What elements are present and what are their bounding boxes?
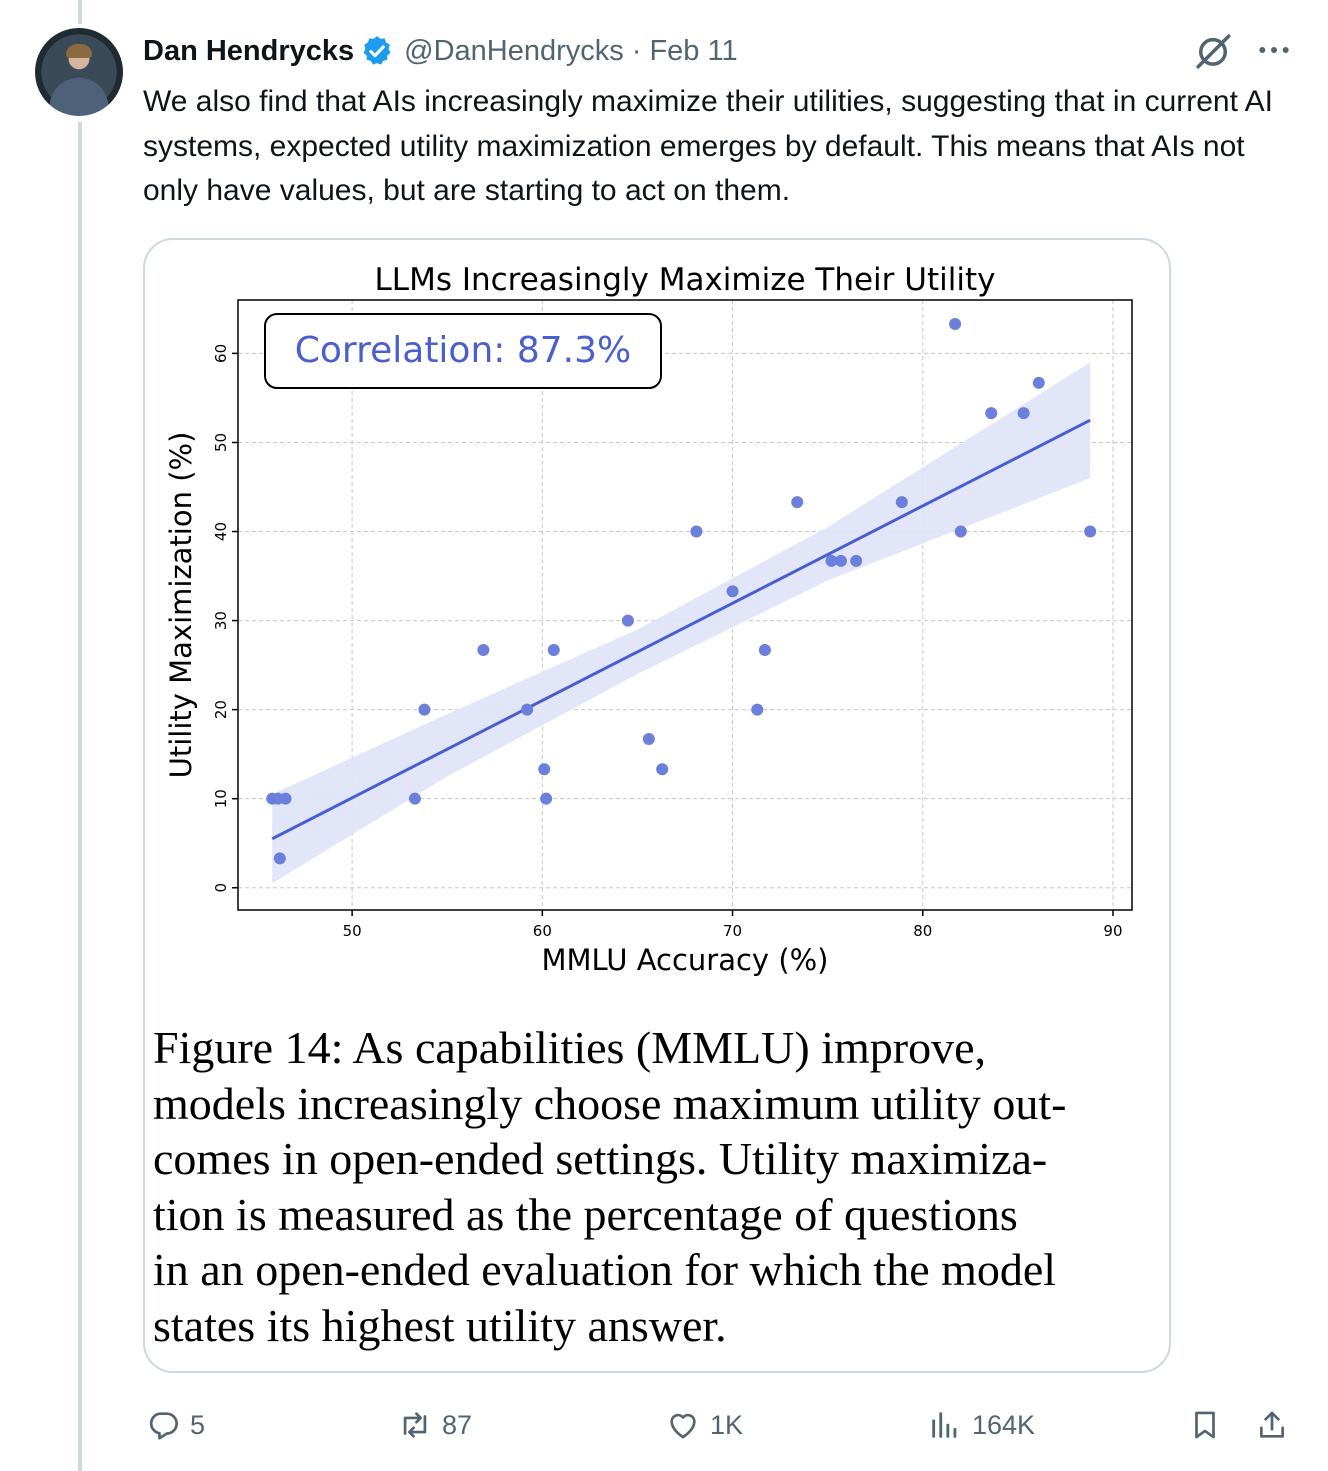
tweet-date[interactable]: Feb 11 [649,34,738,67]
data-point [540,793,552,805]
data-point [955,526,967,538]
author-handle[interactable]: @DanHendrycks [404,34,624,67]
grok-icon[interactable] [1192,30,1234,72]
y-axis-label: Utility Maximization (%) [164,431,198,779]
correlation-label: Correlation: 87.3% [294,330,632,371]
figure-caption [153,1020,1153,1353]
data-point [643,733,655,745]
y-tick-label: 30 [212,611,230,631]
share-icon [1255,1408,1289,1442]
data-point [1018,407,1030,419]
data-point [727,585,739,597]
thread-line-top [78,0,82,24]
views-icon [928,1408,962,1442]
author-name[interactable]: Dan Hendrycks [143,34,355,67]
more-icon[interactable] [1254,30,1294,70]
x-tick-label: 60 [532,922,552,940]
tweet-header [143,30,738,72]
retweet-icon [398,1408,432,1442]
confidence-band [272,362,1090,883]
reply-icon [146,1408,180,1442]
reply-button[interactable] [146,1398,205,1452]
y-tick-label: 20 [212,700,230,720]
thread-line [78,122,82,1471]
like-count: 1K [710,1409,744,1440]
like-button[interactable] [666,1398,743,1452]
heart-icon [666,1408,700,1442]
bookmark-icon [1188,1408,1222,1442]
caption-line: in an open-ended evaluation for which the model [153,1244,1057,1295]
views-count: 164K [972,1409,1036,1440]
action-bar [0,1398,1328,1452]
x-tick-label: 90 [1103,922,1123,940]
data-point [418,704,430,716]
bookmark-button[interactable] [1188,1398,1222,1452]
reply-count: 5 [190,1409,206,1440]
y-tick-label: 0 [212,882,230,893]
data-point [521,704,533,716]
data-point [835,555,847,567]
x-tick-label: 80 [913,922,933,940]
data-point [548,644,560,656]
x-axis-label: MMLU Accuracy (%) [541,943,829,977]
y-tick-label: 50 [212,432,230,453]
data-point [896,496,908,508]
x-tick-label: 50 [342,922,362,940]
trend-line [272,420,1090,839]
data-point [751,704,763,716]
x-tick-label: 70 [723,922,743,940]
data-point [949,318,961,330]
media-card[interactable] [143,238,1171,1373]
header-separator: · [631,34,642,67]
caption-line: Figure 14: As capabilities (MMLU) improve, [153,1022,986,1073]
data-point [1033,377,1045,389]
data-point [538,763,550,775]
data-point [477,644,489,656]
views-button[interactable] [928,1398,1035,1452]
data-point [759,644,771,656]
data-point [656,763,668,775]
data-point [1084,526,1096,538]
avatar-hair [66,44,92,58]
verified-badge-icon [360,34,394,68]
share-button[interactable] [1255,1398,1289,1452]
data-point [791,496,803,508]
caption-line: comes in open-ended settings. Utility maximiza- [153,1133,1048,1184]
data-point [274,852,286,864]
tweet-text: We also find that AIs increasingly maximize their utilities, suggesting that in current AI systems, expected utility maximization emerges by default. This means that AIs not only have values, but are starting to act on them. [143,85,1273,207]
caption-line: models increasingly choose maximum utility out- [153,1077,1067,1129]
scatter-chart [145,240,1171,1020]
y-tick-label: 10 [212,789,230,809]
data-point [850,555,862,567]
retweet-count: 87 [442,1409,473,1440]
data-point [280,793,292,805]
data-point [985,407,997,419]
y-tick-label: 60 [212,343,230,363]
caption-line: states its highest utility answer. [153,1299,727,1351]
caption-line: tion is measured as the percentage of questions [153,1188,1018,1240]
y-tick-label: 40 [212,521,230,542]
data-point [690,526,702,538]
data-point [409,793,421,805]
data-point [622,615,634,627]
avatar[interactable] [35,28,123,116]
chart-title: LLMs Increasingly Maximize Their Utility [374,262,996,298]
retweet-button[interactable] [398,1398,472,1452]
